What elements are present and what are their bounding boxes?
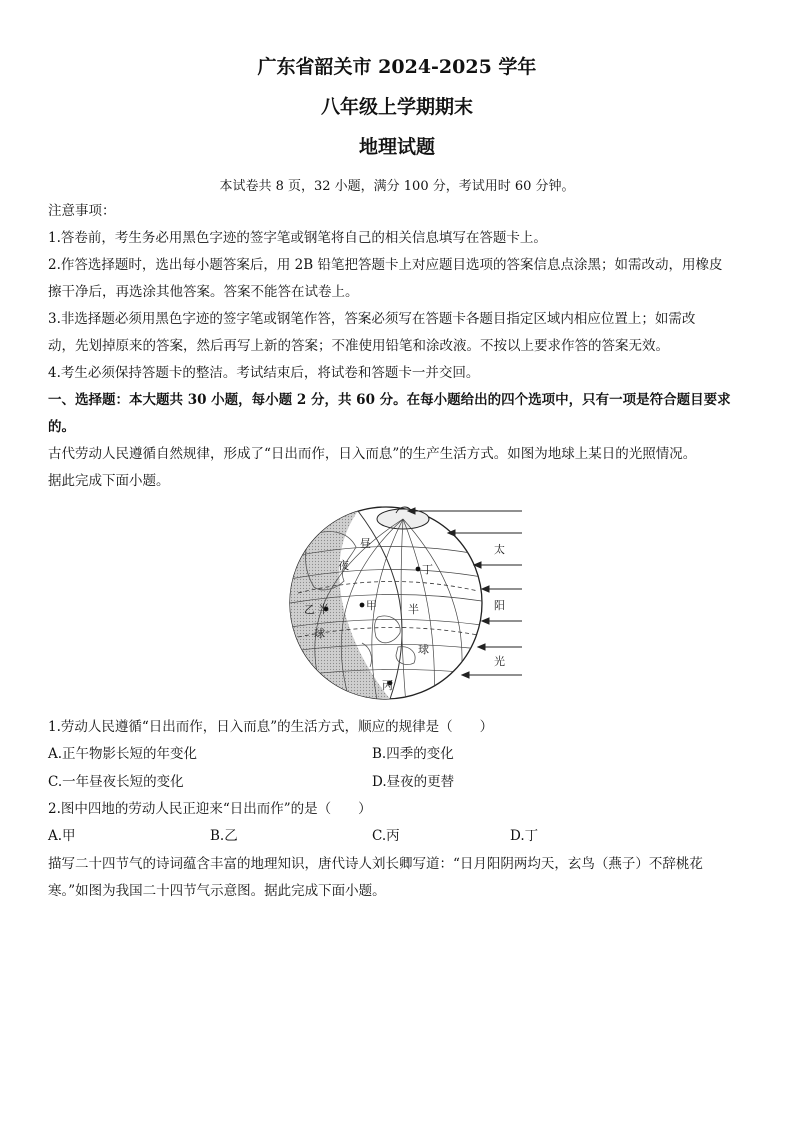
day-label-1: 昼 <box>360 537 371 550</box>
exam-title-line1: 广东省韶关市 2024-2025 学年 <box>257 56 537 78</box>
section1-heading-line2: 的。 <box>48 419 75 435</box>
day-label-2: 半 <box>408 603 419 616</box>
night-label-2: 半 <box>318 603 329 616</box>
exam-title-line3: 地理试题 <box>358 136 435 158</box>
q2-option-a[interactable]: A.甲 <box>48 828 76 844</box>
note-item-4: 4.考生必须保持答题卡的整洁。考试结束后，将试卷和答题卡一并交回。 <box>48 365 480 381</box>
point-ding-marker <box>416 567 421 572</box>
exam-title-line2: 八年级上学期期末 <box>320 96 473 118</box>
q1-option-c[interactable]: C.一年昼夜长短的变化 <box>48 774 184 790</box>
q2-option-d[interactable]: D.丁 <box>510 828 539 844</box>
note-item-3-line1: 3.非选择题必须用黑色字迹的签字笔或钢笔作答，答案必须写在答题卡各题目指定区域内相应位置上；如需改 <box>48 311 696 327</box>
globe-diagram <box>278 497 528 709</box>
note-item-1: 1.答卷前，考生务必用黑色字迹的签字笔或钢笔将自己的相关信息填写在答题卡上。 <box>48 230 547 246</box>
point-yi-label: 乙 <box>304 603 315 616</box>
earth-illumination-figure <box>278 497 528 709</box>
sunlight-label-3: 光 <box>494 655 505 668</box>
intro2-line1: 描写二十四节气的诗词蕴含丰富的地理知识，唐代诗人刘长卿写道：“日月阳阴两均天，玄鸟（燕子）不辞桃花 <box>48 856 703 872</box>
q1-option-d[interactable]: D.昼夜的更替 <box>372 774 455 790</box>
note-item-2-line2: 擦干净后，再选涂其他答案。答案不能答在试卷上。 <box>48 284 359 300</box>
point-ding-label: 丁 <box>422 563 433 576</box>
q2-option-b[interactable]: B.乙 <box>210 828 238 844</box>
q1-stem: 1.劳动人民遵循“日出而作，日入而息”的生活方式，顺应的规律是（ ） <box>48 719 494 735</box>
night-label-3: 球 <box>314 627 325 640</box>
q1-option-a[interactable]: A.正午物影长短的年变化 <box>48 746 198 762</box>
night-label-1: 夜 <box>338 559 349 572</box>
point-bing-label: 丙 <box>382 679 393 692</box>
section1-heading-line1: 一、选择题：本大题共 30 小题，每小题 2 分，共 60 分。在每小题给出的四个选项中，只有一项是符合题目要求 <box>48 392 731 408</box>
q1-option-b[interactable]: B.四季的变化 <box>372 746 454 762</box>
sunlight-label-2: 阳 <box>494 599 505 612</box>
q2-option-c[interactable]: C.丙 <box>372 828 400 844</box>
intro2-line2: 寒。”如图为我国二十四节气示意图。据此完成下面小题。 <box>48 883 386 899</box>
q2-stem: 2.图中四地的劳动人民正迎来“日出而作”的是（ ） <box>48 801 372 817</box>
day-label-3: 球 <box>418 643 429 656</box>
exam-info: 本试卷共 8 页，32 小题，满分 100 分，考试用时 60 分钟。 <box>219 179 575 194</box>
intro1-line1: 古代劳动人民遵循自然规律，形成了“日出而作，日入而息”的生产生活方式。如图为地球上某日的光照情况。 <box>48 446 697 462</box>
note-item-2-line1: 2.作答选择题时，选出每小题答案后，用 2B 铅笔把答题卡上对应题目选项的答案信息点涂黑；如需改动，用橡皮 <box>48 257 723 273</box>
note-item-3-line2: 动，先划掉原来的答案，然后再写上新的答案；不准使用铅笔和涂改液。不按以上要求作答的答案无效。 <box>48 338 669 354</box>
point-jia-label: 甲 <box>366 599 377 612</box>
notes-heading: 注意事项： <box>48 203 116 219</box>
intro1-line2: 据此完成下面小题。 <box>48 473 170 489</box>
sunlight-label-1: 太 <box>494 543 505 556</box>
point-jia-marker <box>360 603 365 608</box>
